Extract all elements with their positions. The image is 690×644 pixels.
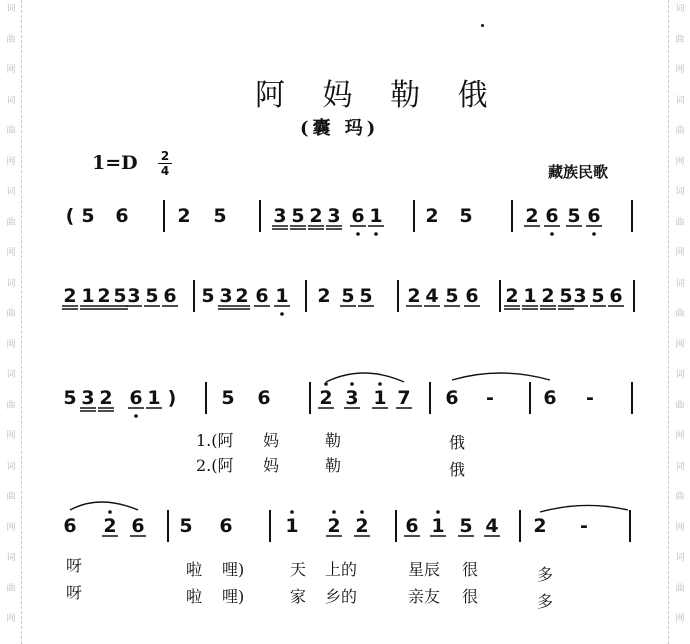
octave-dot-below <box>374 232 378 236</box>
song-subtitle: (囊 玛) <box>300 118 380 139</box>
song-title: 阿 妈 勒 俄 <box>255 78 502 113</box>
watermark-char: 曲 <box>6 400 16 411</box>
note-5: 5 <box>113 285 127 307</box>
note-2: 2 <box>309 205 323 227</box>
lyric-word: 哩) <box>222 560 245 579</box>
watermark-char: 曲 <box>675 34 685 45</box>
note-1: 1 <box>431 515 445 537</box>
note-6: 6 <box>255 285 269 307</box>
note-2: 2 <box>407 285 421 307</box>
octave-dot-above <box>436 510 440 514</box>
note-6: 6 <box>129 387 143 409</box>
note-5: 5 <box>145 285 159 307</box>
lyric-word: 乡的 <box>325 587 358 606</box>
note-7: 7 <box>397 387 411 409</box>
watermark-char: 曲 <box>675 309 685 319</box>
note-2: 2 <box>541 285 555 307</box>
note-6: 6 <box>445 387 459 409</box>
note-4: 4 <box>425 285 439 307</box>
octave-dot-above <box>290 510 294 514</box>
lyric-verse1-label: 1.(阿 <box>196 431 234 450</box>
note-6: 6 <box>257 387 271 409</box>
watermark-char: 网 <box>6 65 16 75</box>
note-1: 1 <box>285 515 299 537</box>
watermark-char: 曲 <box>6 126 16 136</box>
watermark-char: 网 <box>6 431 16 441</box>
note-(: ( <box>65 205 75 227</box>
note-5: 5 <box>359 285 373 307</box>
note-2: 2 <box>235 285 249 307</box>
watermark-char: 词 <box>6 187 16 197</box>
watermark-char: 网 <box>675 431 685 441</box>
note-1: 1 <box>275 285 289 307</box>
note-2: 2 <box>425 205 439 227</box>
note-6: 6 <box>587 205 601 227</box>
watermark-char: 词 <box>6 278 16 289</box>
note-6: 6 <box>115 205 129 227</box>
watermark-char: 曲 <box>6 309 16 319</box>
note-2: 2 <box>97 285 111 307</box>
note-dash: - <box>486 387 494 409</box>
watermark-char: 词 <box>675 370 685 380</box>
note-3: 3 <box>219 285 233 307</box>
lyric-word: 家 <box>290 587 307 606</box>
note-5: 5 <box>291 205 305 227</box>
time-signature-bottom: 4 <box>160 164 170 178</box>
watermark-char: 网 <box>6 614 16 624</box>
watermark-char: 曲 <box>6 34 16 45</box>
watermark-char: 网 <box>675 522 685 533</box>
watermark-char: 词 <box>675 278 685 289</box>
note-5: 5 <box>567 205 581 227</box>
tie-slur <box>452 373 550 380</box>
watermark-char: 词 <box>675 187 685 197</box>
lyric-word: 呀 <box>66 556 83 575</box>
note-1: 1 <box>373 387 387 409</box>
lyric-word: 俄 <box>449 433 466 452</box>
watermark-char: 曲 <box>675 126 685 136</box>
octave-dot-below <box>280 312 284 316</box>
watermark-char: 词 <box>6 95 16 106</box>
note-5: 5 <box>63 387 77 409</box>
note-2: 2 <box>99 387 113 409</box>
note-5: 5 <box>459 205 473 227</box>
note-2: 2 <box>103 515 117 537</box>
note-2: 2 <box>63 285 77 307</box>
note-3: 3 <box>273 205 287 227</box>
lyric-word: 很 <box>462 587 479 606</box>
note-2: 2 <box>533 515 547 537</box>
tie-slur <box>540 505 628 512</box>
note-1: 1 <box>81 285 95 307</box>
watermark-char: 网 <box>675 156 685 167</box>
note-2: 2 <box>317 285 331 307</box>
note-1: 1 <box>147 387 161 409</box>
watermark-char: 词 <box>6 4 16 14</box>
watermark-char: 词 <box>675 461 685 472</box>
octave-dot-below <box>550 232 554 236</box>
lyric-word: 勒 <box>325 431 342 450</box>
note-6: 6 <box>405 515 419 537</box>
note-1: 1 <box>369 205 383 227</box>
watermark-char: 曲 <box>675 492 685 502</box>
watermark-char: 网 <box>675 614 685 624</box>
watermark-char: 曲 <box>6 583 16 594</box>
note-3: 3 <box>127 285 141 307</box>
watermark-char: 曲 <box>675 217 685 228</box>
note-6: 6 <box>131 515 145 537</box>
note-dash: - <box>586 387 594 409</box>
watermark-char: 网 <box>6 522 16 533</box>
note-6: 6 <box>545 205 559 227</box>
octave-dot-above <box>324 382 328 386</box>
lyric-word: 妈 <box>263 456 280 475</box>
note-5: 5 <box>179 515 193 537</box>
note-5: 5 <box>459 515 473 537</box>
octave-dot-below <box>356 232 360 236</box>
lyric-word: 呀 <box>66 583 83 602</box>
note-5: 5 <box>81 205 95 227</box>
lyric-word: 勒 <box>325 456 342 475</box>
lyric-word: 多 <box>537 565 554 584</box>
watermark-char: 网 <box>6 248 16 258</box>
watermark-char: 词 <box>675 553 685 563</box>
watermark-char: 曲 <box>675 583 685 594</box>
watermark-char: 网 <box>675 339 685 350</box>
note-dash: - <box>580 515 588 537</box>
note-3: 3 <box>327 205 341 227</box>
note-3: 3 <box>573 285 587 307</box>
note-3: 3 <box>81 387 95 409</box>
lyric-word: 俄 <box>449 460 466 479</box>
note-1: 1 <box>523 285 537 307</box>
watermark-char: 词 <box>675 4 685 14</box>
genre-label: 藏族民歌 <box>548 163 609 181</box>
lyric-word: 啦 <box>186 560 203 579</box>
note-2: 2 <box>319 387 333 409</box>
note-6: 6 <box>163 285 177 307</box>
lyric-word: 亲友 <box>408 587 441 606</box>
note-2: 2 <box>327 515 341 537</box>
time-signature-top: 2 <box>160 149 170 163</box>
watermark-char: 词 <box>6 553 16 563</box>
note-6: 6 <box>351 205 365 227</box>
note-6: 6 <box>63 515 77 537</box>
lyric-word: 天 <box>290 560 307 579</box>
octave-dot-below <box>134 414 138 418</box>
note-2: 2 <box>525 205 539 227</box>
lyric-word: 上的 <box>325 560 358 579</box>
octave-dot-above <box>350 382 354 386</box>
note-2: 2 <box>177 205 191 227</box>
note-5: 5 <box>341 285 355 307</box>
octave-dot-above <box>378 382 382 386</box>
watermark-char: 词 <box>6 370 16 380</box>
octave-dot-above <box>360 510 364 514</box>
note-6: 6 <box>465 285 479 307</box>
note-5: 5 <box>201 285 215 307</box>
lyric-verse2-label: 2.(阿 <box>196 456 234 475</box>
note-5: 5 <box>559 285 573 307</box>
watermark-char: 网 <box>675 65 685 75</box>
note-): ) <box>167 387 177 409</box>
watermark-char: 曲 <box>6 492 16 502</box>
note-3: 3 <box>345 387 359 409</box>
lyric-word: 星辰 <box>408 560 441 579</box>
watermark-char: 网 <box>6 339 16 350</box>
note-6: 6 <box>219 515 233 537</box>
note-5: 5 <box>445 285 459 307</box>
watermark-char: 网 <box>6 156 16 167</box>
octave-dot-above <box>332 510 336 514</box>
octave-dot-above <box>108 510 112 514</box>
lyric-word: 啦 <box>186 587 203 606</box>
tie-slur <box>326 373 404 382</box>
watermark-char: 网 <box>675 248 685 258</box>
note-5: 5 <box>221 387 235 409</box>
watermark-char: 曲 <box>6 217 16 228</box>
note-4: 4 <box>485 515 499 537</box>
note-5: 5 <box>213 205 227 227</box>
lyric-word: 多 <box>537 592 554 611</box>
octave-dot-below <box>592 232 596 236</box>
key-signature: 1=D <box>92 152 138 174</box>
note-6: 6 <box>609 285 623 307</box>
lyric-word: 哩) <box>222 587 245 606</box>
lyric-word: 很 <box>462 560 479 579</box>
watermark-char: 词 <box>6 461 16 472</box>
note-2: 2 <box>355 515 369 537</box>
tie-slur <box>70 502 138 510</box>
note-6: 6 <box>543 387 557 409</box>
watermark-char: 词 <box>675 95 685 106</box>
note-2: 2 <box>505 285 519 307</box>
watermark-char: 曲 <box>675 400 685 411</box>
note-5: 5 <box>591 285 605 307</box>
lyric-word: 妈 <box>263 431 280 450</box>
